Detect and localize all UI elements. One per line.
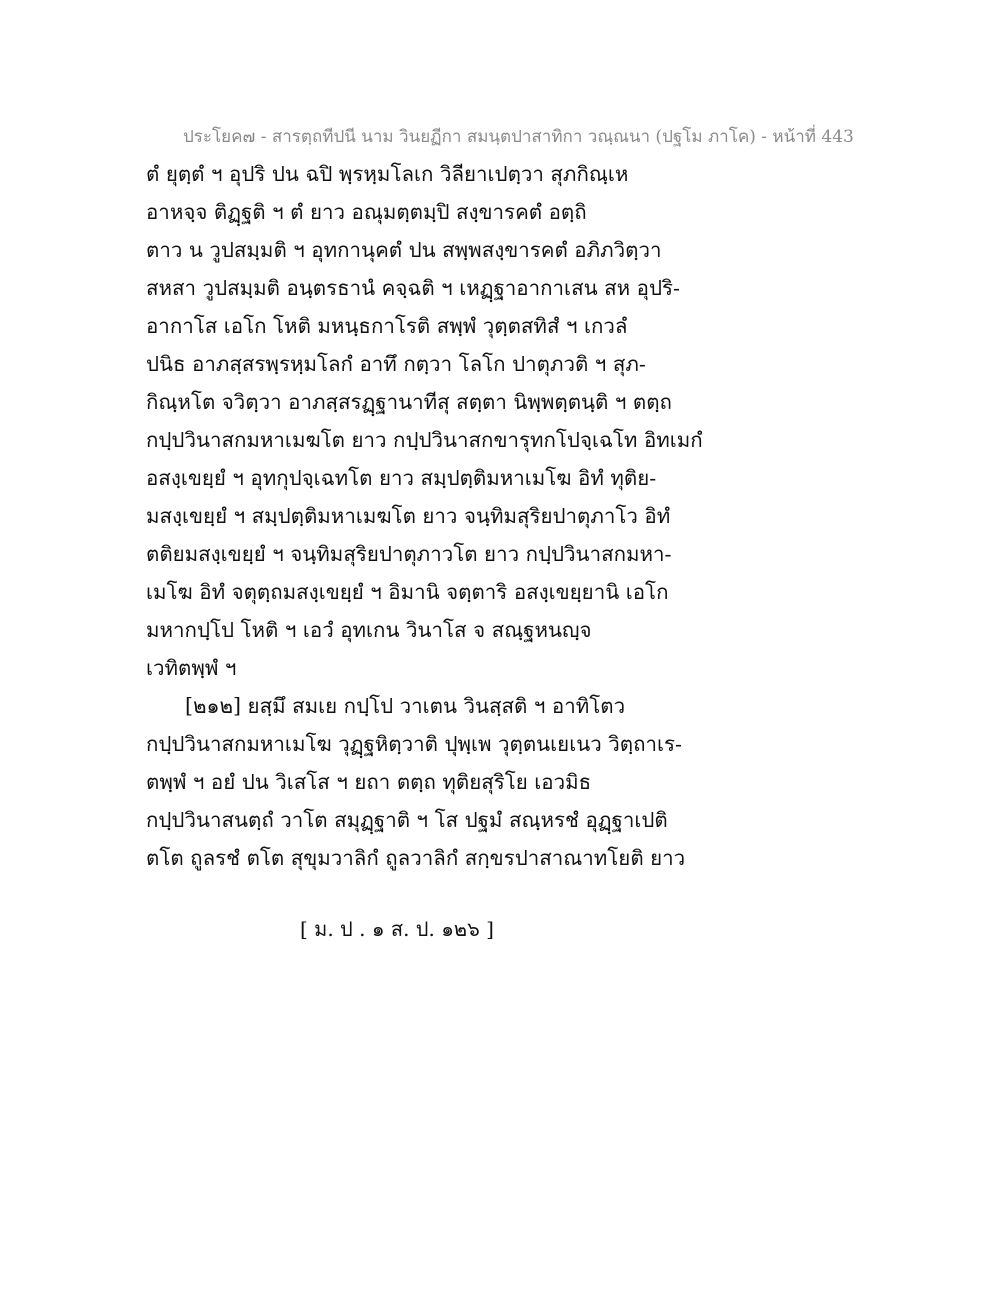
text-line: อาหจฺจ ติฏฺฐติ ฯ ตํ ยาว อณุมตฺตมฺปิ สงฺขารคตํ อตฺถิ bbox=[146, 200, 587, 224]
text-line: ตาว น วูปสมฺมติ ฯ อุทกานุคตํ ปน สพฺพสงฺขารคตํ อภิภวิตฺวา bbox=[146, 238, 662, 262]
running-header: ประโยค๗ - สารตฺถทีปนี นาม วินยฏีกา สมนฺตปาสาทิกา วณฺณนา (ปฐโม ภาโค) - หน้าที่ 443 bbox=[183, 127, 854, 147]
body-text bbox=[146, 155, 866, 877]
text-line: เวทิตพฺพํ ฯ bbox=[146, 656, 237, 680]
text-line: ตโต ถูลรชํ ตโต สุขุมวาลิกํ ถูลวาลิกํ สกฺขรปาสาณาทโยติ ยาว bbox=[146, 846, 686, 870]
text-line: อากาโส เอโก โหติ มหนฺธกาโรติ สพฺพํ วุตฺตสทิสํ ฯ เกวลํ bbox=[146, 314, 628, 338]
text-line: ตํ ยุตฺตํ ฯ อุปริ ปน ฉปิ พฺรหฺมโลเก วิลียาเปตฺวา สุภกิณฺเห bbox=[146, 162, 629, 186]
text-line: มสงฺเขยฺยํ ฯ สมฺปตฺติมหาเมฆโต ยาว จนฺทิมสุริยปาตุภาโว อิทํ bbox=[146, 504, 671, 528]
text-line: ปนิธ อาภสฺสรพฺรหฺมโลกํ อาทึ กตฺวา โลโก ปาตุภวติ ฯ สุภ- bbox=[146, 352, 646, 376]
page-reference: [ ม. ป . ๑ ส. ป. ๑๒๖ ] bbox=[300, 917, 494, 941]
text-line: กปฺปวินาสกมหาเมฆโต ยาว กปฺปวินาสกขารุทกโปจฺเฉโท อิทเมกํ bbox=[146, 428, 703, 452]
text-line: อสงฺเขยฺยํ ฯ อุทกุปจฺเฉทโต ยาว สมฺปตฺติมหาเมโฆ อิทํ ทุติย- bbox=[146, 466, 657, 490]
text-line: สหสา วูปสมฺมติ อนฺตรธานํ คจฺฉติ ฯ เหฏฺฐาอากาเสน สห อุปริ- bbox=[146, 276, 680, 300]
paragraph-start-line: [๒๑๒] ยสฺมึ สมเย กปฺโป วาเตน วินสฺสติ ฯ อาทิโตว bbox=[185, 694, 626, 718]
text-line: กปฺปวินาสกมหาเมโฆ วุฏฺฐหิตฺวาติ ปุพฺเพ วุตฺตนเยเนว วิตฺถาเร- bbox=[146, 732, 682, 756]
text-line: เมโฆ อิทํ จตุตฺถมสงฺเขยฺยํ ฯ อิมานิ จตฺตาริ อสงฺเขยฺยานิ เอโก bbox=[146, 580, 669, 604]
text-line: กิณฺหโต จวิตฺวา อาภสฺสรฏฺฐานาทีสุ สตฺตา นิพฺพตฺตนฺติ ฯ ตตฺถ bbox=[146, 390, 672, 414]
text-line: กปฺปวินาสนตฺถํ วาโต สมุฏฺฐาติ ฯ โส ปฐมํ สณฺหรชํ อุฏฺฐาเปติ bbox=[146, 808, 668, 832]
text-line: มหากปฺโป โหติ ฯ เอวํ อุทเกน วินาโส จ สณฺฐหนญฺจ bbox=[146, 618, 592, 642]
text-line: ตพฺพํ ฯ อยํ ปน วิเสโส ฯ ยถา ตตฺถ ทุติยสุริโย เอวมิธ bbox=[146, 770, 592, 794]
text-line: ตติยมสงฺเขยฺยํ ฯ จนฺทิมสุริยปาตุภาวโต ยาว กปฺปวินาสกมหา- bbox=[146, 542, 672, 566]
